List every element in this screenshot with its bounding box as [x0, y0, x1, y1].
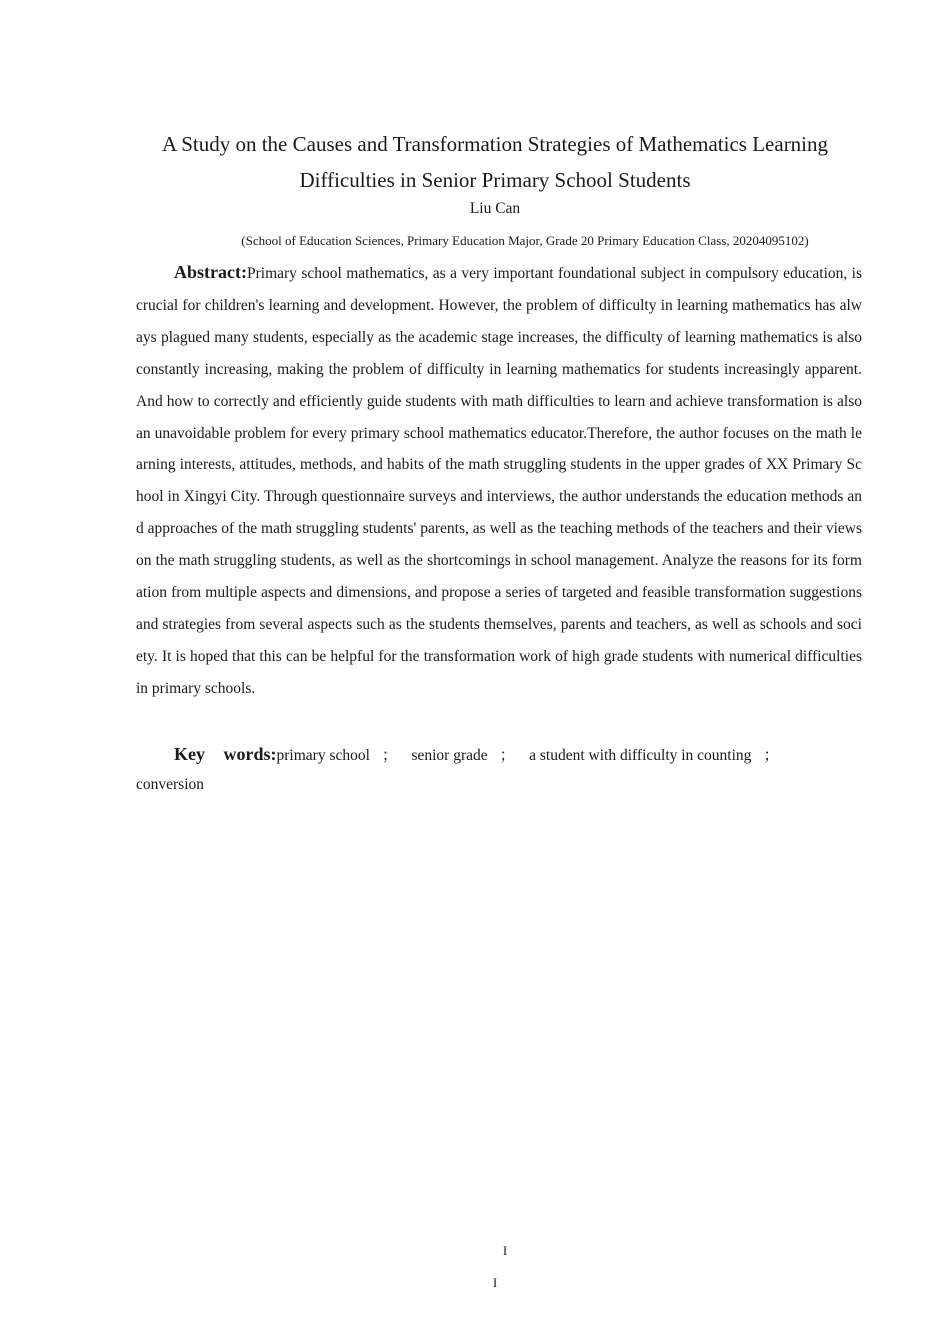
keyword-separator: ； [763, 747, 779, 764]
author-name: Liu Can [469, 200, 521, 217]
keyword-item: conversion [136, 776, 205, 793]
keyword-separator: ； [499, 747, 516, 764]
paper-title: A Study on the Causes and Transformation Strategies of Mathematics Learning Difficulties in Senior Primary School Students [161, 132, 829, 192]
keyword-item: senior grade [411, 747, 488, 764]
keyword-separator: ； [381, 747, 398, 764]
keyword-item: primary school [276, 747, 370, 764]
keywords-label: Key words: [174, 744, 277, 764]
author-affiliation: (School of Education Sciences, Primary Education Major, Grade 20 Primary Education Class, 20204095102) [241, 233, 809, 248]
abstract-paragraph [136, 257, 862, 705]
keyword-item: a student with difficulty in counting [529, 747, 752, 764]
keywords-paragraph [136, 740, 862, 799]
abstract-text: Primary school mathematics, as a very important foundational subject in compulsory education, is crucial for children's learning and development. However, the problem of difficulty in learning mathematics has always plagued many students, especially as the academic stage increases, the difficulty of learning mathematics is also constantly increasing, making the problem of difficulty in learning mathematics for students increasingly apparent. And how to correctly and efficiently guide students with math difficulties to learn and achieve transformation is also an unavoidable problem for every primary school mathematics educator.Therefore, the author focuses on the math learning interests, attitudes, methods, and habits of the math struggling students in the upper grades of XX Primary School in Xingyi City. Through questionnaire surveys and interviews, the author understands the education methods and approaches of the math struggling students' parents, as well as the teaching methods of the teachers and their views on the math struggling students, as well as the shortcomings in school management. Analyze the reasons for its formation from multiple aspects and dimensions, and propose a series of targeted and feasible transformation suggestions and strategies from several aspects such as the students themselves, parents and teachers, as well as schools and society. It is hoped that this can be helpful for the transformation work of high grade students with numerical difficulties in primary schools. [136, 265, 862, 697]
page-number: I [502, 1243, 508, 1258]
page-number-footer: I [492, 1275, 498, 1290]
abstract-label: Abstract: [174, 262, 247, 282]
